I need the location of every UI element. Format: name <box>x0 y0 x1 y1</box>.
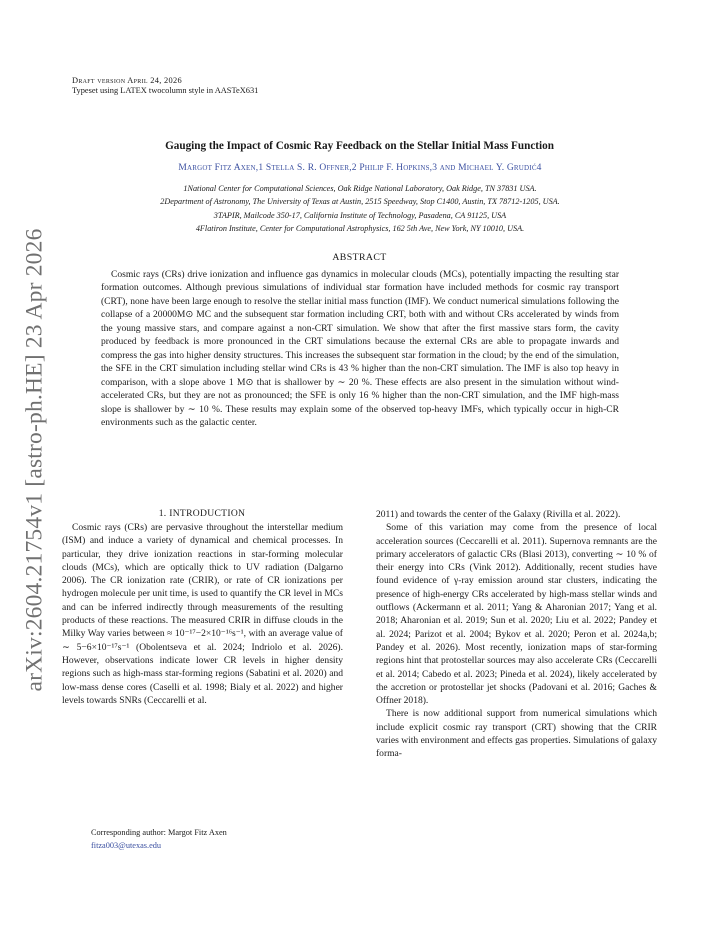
affiliations <box>70 182 650 236</box>
body-paragraph: Cosmic rays (CRs) are pervasive throughout the interstellar medium (ISM) and induce a variety of dynamical and chemical processes. In particular, they drive ionization reactions in star-forming molecular clouds (MCs), which are optically thick to UV radiation (Dalgarno 2006). The CR ionization rate (CRIR), or rate of CR ionizations per hydrogen molecule per unit time, is used to quantify the CR level in MCs and can be inferred indirectly through measurements of the resulting products of these reactions. The measured CRIR in diffuse clouds in the Milky Way varies between ≈ 10⁻¹⁷−2×10⁻¹⁶s⁻¹, with an average value of ∼ 5−6×10⁻¹⁷s⁻¹ (Obolentseva et al. 2024; Indriolo et al. 2026). However, observations indicate lower CR levels in higher density regions such as high-mass star-forming regions (Sabatini et al. 2020) and low-mass dense cores (Caselli et al. 1998; Bialy et al. 2022) and higher levels towards SNRs (Ceccarelli et al. <box>62 522 343 706</box>
abstract-paragraph: Cosmic rays (CRs) drive ionization and influence gas dynamics in molecular clouds (MCs), potentially impacting the resulting star formation outcomes. Although previous simulations of individual star formation have included methods for cosmic ray transport (CRT), none have been large enough to resolve the stellar initial mass function (IMF). We conduct numerical simulations following the collapse of a 20000M⊙ MC and the subsequent star formation including CRT, both with and without CRs accelerated by winds from the young massive stars, and compare against a non-CRT simulation. We show that after the first massive stars form, the cavity produced by feedback is more pronounced in the CRT simulations because the external CRs are able to propagate inwards and compress the gas into higher density structures. This increases the subsequent star formation in the cloud; by the end of the simulation, the SFE in the CRT simulation including stellar wind CRs is 43 % higher than the non-CRT simulation. The IMF is also top heavy in comparison, with a slope above 1 M⊙ that is shallower by ∼ 20 %. These effects are also present in the simulation without wind-accelerated CRs, but they are not as pronounced; the SFE is only 16 % higher than the non-CRT simulation, and the IMF high-mass slope is shallower by ∼ 10 %. These results may explain some of the observed top-heavy IMFs, which typically occur in high-CR environments such as the galactic center. <box>101 269 619 428</box>
right-column <box>376 508 657 761</box>
typeset-note: Typeset using LATEX twocolumn style in AASTeX631 <box>72 86 259 95</box>
body-paragraph: 2011) and towards the center of the Galaxy (Rivilla et al. 2022). <box>376 509 621 520</box>
section-heading-introduction: 1. INTRODUCTION <box>158 508 246 519</box>
affiliation: 4Flatiron Institute, Center for Computational Astrophysics, 162 5th Ave, New York, NY 10010, USA. <box>195 224 525 234</box>
corresponding-author-note <box>91 826 351 852</box>
affiliation: 2Department of Astronomy, The University of Texas at Austin, 2515 Speedway, Stop C1400, Austin, TX 78712-1205, USA. <box>160 197 560 207</box>
affiliation: 3TAPIR, Mailcode 350-17, California Institute of Technology, Pasadena, CA 91125, USA <box>213 210 507 220</box>
page-header <box>72 76 258 96</box>
draft-version: Draft version April 24, 2026 <box>72 76 182 85</box>
body-paragraph: There is now additional support from numerical simulations which include explicit cosmic ray transport (CRT) showing that the CRIR varies with environment and effects gas properties. Simulations of galaxy forma- <box>376 708 657 760</box>
body-paragraph: Some of this variation may come from the presence of local acceleration sources (Ceccarelli et al. 2011). Supernova remnants are the primary accelerators of galactic CRs (Blasi 2013), converting ∼ 10 % of their energy into CRs (Vink 2012). Additionally, recent studies have found evidence of γ-ray emission around star clusters, indicating the presence of high-energy CRs accelerated by high-mass stellar winds and outflows (Ackermann et al. 2011; Yang & Aharonian 2017; Yang et al. 2018; Aharonian et al. 2019; Sun et al. 2020; Liu et al. 2022; Pandey et al. 2024; Parizot et al. 2004; Bykov et al. 2020; Peron et al. 2024a,b; Pandey et al. 2026). Most recently, ionization maps of star-forming regions hint that protostellar sources may also accelerate CRs (Ceccarelli et al. 2014; Cabedo et al. 2023; Pineda et al. 2024), likely accelerated by the accretion or protostellar jet shocks (Padovani et al. 2016; Gaches & Offner 2018). <box>376 522 657 707</box>
corresponding-author-label: Corresponding author: Margot Fitz Axen <box>91 828 227 837</box>
author-list[interactable]: Margot Fitz Axen,1 Stella S. R. Offner,2 Philip F. Hopkins,3 and Michael Y. Grudić4 <box>178 163 542 173</box>
arxiv-sidebar <box>10 230 60 690</box>
arxiv-identifier[interactable]: arXiv:2604.21754v1 [astro-ph.HE] 23 Apr 2026 <box>21 228 48 692</box>
corresponding-author-email[interactable]: fitza003@utexas.edu <box>91 841 162 850</box>
paper-title: Gauging the Impact of Cosmic Ray Feedback on the Stellar Initial Mass Function <box>165 140 554 152</box>
abstract-body <box>101 268 619 429</box>
left-column <box>62 521 343 707</box>
abstract-heading: ABSTRACT <box>332 252 387 263</box>
affiliation: 1National Center for Computational Sciences, Oak Ridge National Laboratory, Oak Ridge, TN 37831 USA. <box>183 184 537 193</box>
